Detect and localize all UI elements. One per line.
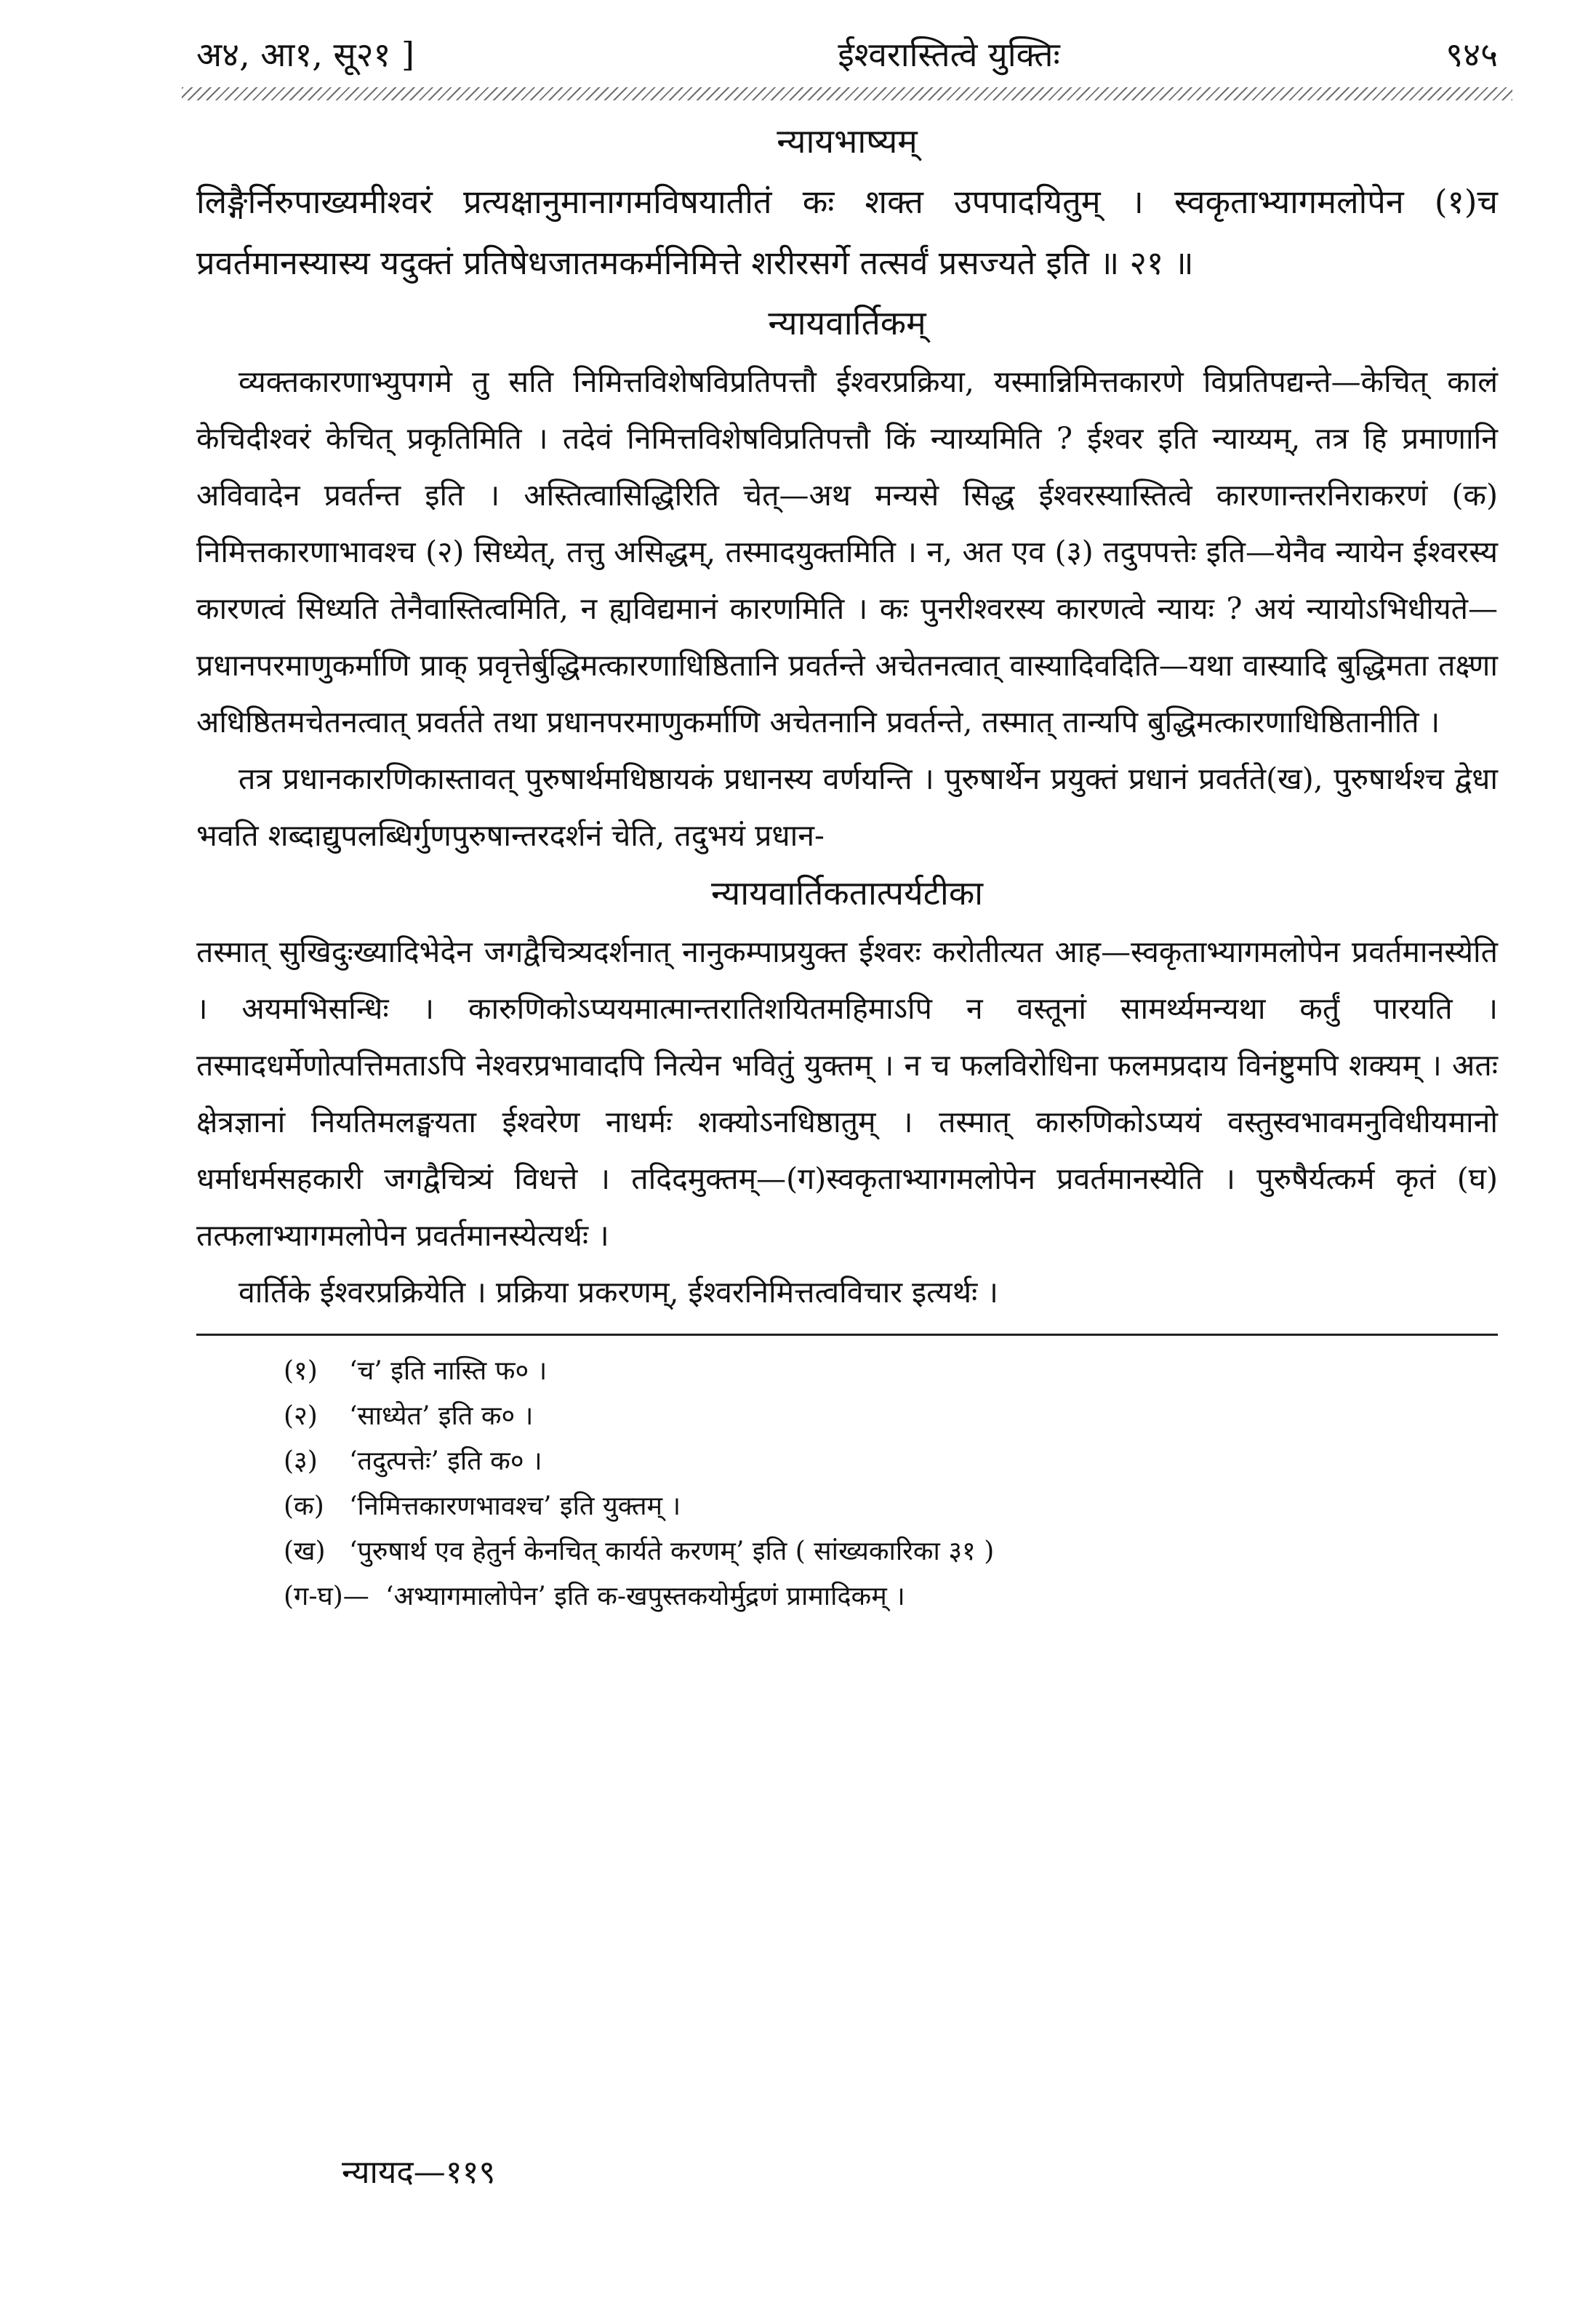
vartika-paragraph: व्यक्तकारणाभ्युपगमे तु सति निमित्तविशेषविप्रतिपत्तौ ईश्वरप्रक्रिया, यस्मान्निमित्तकारणे विप्रतिपद्यन्ते—केचित् कालं केचिदीश्वरं केचित् प्रकृतिमिति । तदेवं निमित्तविशेषविप्रतिपत्तौ किं न्याय्यमिति ? ईश्वर इति न्याय्यम्, तत्र हि प्रमाणानि अविवादेन प्रवर्तन्त इति । अस्तित्वासिद्धिरिति चेत्—अथ मन्यसे सिद्ध ईश्वरस्यास्तित्वे कारणान्तरनिराकरणं (क) निमित्तकारणाभावश्च (२) सिध्येत्, तत्तु असिद्धम्, तस्मादयुक्तमिति । न, अत एव (३) तदुपपत्तेः इति—येनैव न्यायेन ईश्वरस्य कारणत्वं सिध्यति तेनैवास्तित्वमिति, न ह्यविद्यमानं कारणमिति । कः पुनरीश्वरस्य कारणत्वे न्यायः ? अयं न्यायोऽभिधीयते—प्रधानपरमाणुकर्माणि प्राक् प्रवृत्तेर्बुद्धिमत्कारणाधिष्ठितानि प्रवर्तन्ते अचेतनत्वात् वास्यादिवदिति—यथा वास्यादि बुद्धिमता तक्ष्णा अधिष्ठितमचेतनत्वात् प्रवर्तते तथा प्रधानपरमाणुकर्माणि अचेतनानि प्रवर्तन्ते, तस्मात् तान्यपि बुद्धिमत्कारणाधिष्ठितानीति । <box>196 364 1498 740</box>
footnote-text: ‘अभ्यागमालोपेन’ इति क-खपुस्तकयोर्मुद्रणं प्रामादिकम् । <box>385 1582 905 1611</box>
footnote-text: ‘निमित्तकारणभावश्च’ इति युक्तम् । <box>349 1491 681 1521</box>
folio-signature: न्यायद—११९ <box>342 2154 496 2191</box>
footnote <box>284 1349 1498 1394</box>
footnote-mark: (१) <box>284 1356 318 1386</box>
footnote <box>284 1529 1498 1574</box>
footnote <box>284 1484 1498 1529</box>
footnote-text: ‘साध्येत’ इति क० । <box>349 1401 534 1431</box>
page-number: ९४५ <box>1445 35 1498 74</box>
footnote-text: ‘पुरुषार्थ एव हेतुर्न केनचित् कार्यते करणम्’ इति ( सांख्यकारिका ३१ ) <box>349 1536 995 1566</box>
section-heading: न्यायभाष्यम् <box>777 121 918 161</box>
wavy-rule <box>182 87 1512 100</box>
section-heading: न्यायवार्तिकतात्पर्यटीका <box>710 873 984 913</box>
footnote-mark: (ग-घ)— <box>284 1582 369 1611</box>
footnote-mark: (क) <box>284 1491 324 1521</box>
running-head-title: ईश्वरास्तित्वे युक्तिः <box>838 35 1060 74</box>
running-head-section-ref: अ४, आ१, सू२१ ] <box>196 35 414 74</box>
footnote-mark: (२) <box>284 1401 318 1431</box>
vartika-paragraph: तत्र प्रधानकारणिकास्तावत् पुरुषार्थमधिष्ठायकं प्रधानस्य वर्णयन्ति । पुरुषार्थेन प्रयुक्तं प्रधानं प्रवर्तते(ख), पुरुषार्थश्च द्वेधा भवति शब्दाद्युपलब्धिर्गुणपुरुषान्तरदर्शनं चेति, तदुभयं प्रधान- <box>196 761 1498 853</box>
footnote-text: ‘च’ इति नास्ति फ० । <box>349 1356 548 1386</box>
footnote-mark: (३) <box>284 1446 318 1476</box>
section-tatparyatika <box>196 870 1498 1321</box>
footnote <box>284 1574 1498 1619</box>
footnote-text: ‘तदुत्पत्तेः’ इति क० । <box>349 1446 542 1476</box>
footnote-mark: (ख) <box>284 1536 326 1566</box>
tika-paragraph: तस्मात् सुखिदुःख्यादिभेदेन जगद्वैचित्र्यदर्शनात् नानुकम्पाप्रयुक्त ईश्वरः करोतीत्यत आह—स्वकृताभ्यागमलोपेन प्रवर्तमानस्येति । अयमभिसन्धिः । कारुणिकोऽप्ययमात्मान्तरातिशयितमहिमाऽपि न वस्तूनां सामर्थ्यमन्यथा कर्तुं पारयति । तस्मादधर्मेणोत्पत्तिमताऽपि नेश्वरप्रभावादपि नित्येन भवितुं युक्तम् । न च फलविरोधिना फलमप्रदाय विनंष्टुमपि शक्यम् । अतः क्षेत्रज्ञानां नियतिमलङ्घयता ईश्वरेण नाधर्मः शक्योऽनधिष्ठातुम् । तस्मात् कारुणिकोऽप्ययं वस्तुस्वभावमनुविधीयमानो धर्माधर्मसहकारी जगद्वैचित्र्यं विधत्ते । तदिदमुक्तम्—(ग)स्वकृताभ्यागमलोपेन प्रवर्तमानस्येति । पुरुषैर्यत्कर्म कृतं (घ) तत्फलाभ्यागमलोपेन प्रवर्तमानस्येत्यर्थः । <box>196 934 1498 1253</box>
section-heading: न्यायवार्तिकम् <box>768 303 926 342</box>
footnote <box>284 1439 1498 1484</box>
page <box>196 22 1498 1619</box>
section-nyayavartika <box>196 300 1498 864</box>
footnotes <box>196 1349 1498 1619</box>
tika-paragraph: वार्तिके ईश्वरप्रक्रियेति । प्रक्रिया प्रकरणम्, ईश्वरनिमित्तत्वविचार इत्यर्थः । <box>238 1275 998 1310</box>
footnote-rule <box>196 1334 1498 1336</box>
bhashya-text: लिङ्गैर्निरुपाख्यमीश्वरं प्रत्यक्षानुमानागमविषयातीतं कः शक्त उपपादयितुम् । स्वकृताभ्यागमलोपेन (१)च प्रवर्तमानस्यास्य यदुक्तं प्रतिषेधजातमकर्मनिमित्ते शरीरसर्गे तत्सर्वं प्रसज्यते इति ॥ २१ ॥ <box>196 183 1498 282</box>
running-head <box>196 22 1498 87</box>
section-nyayabhashya <box>196 118 1498 294</box>
footnote <box>284 1394 1498 1439</box>
